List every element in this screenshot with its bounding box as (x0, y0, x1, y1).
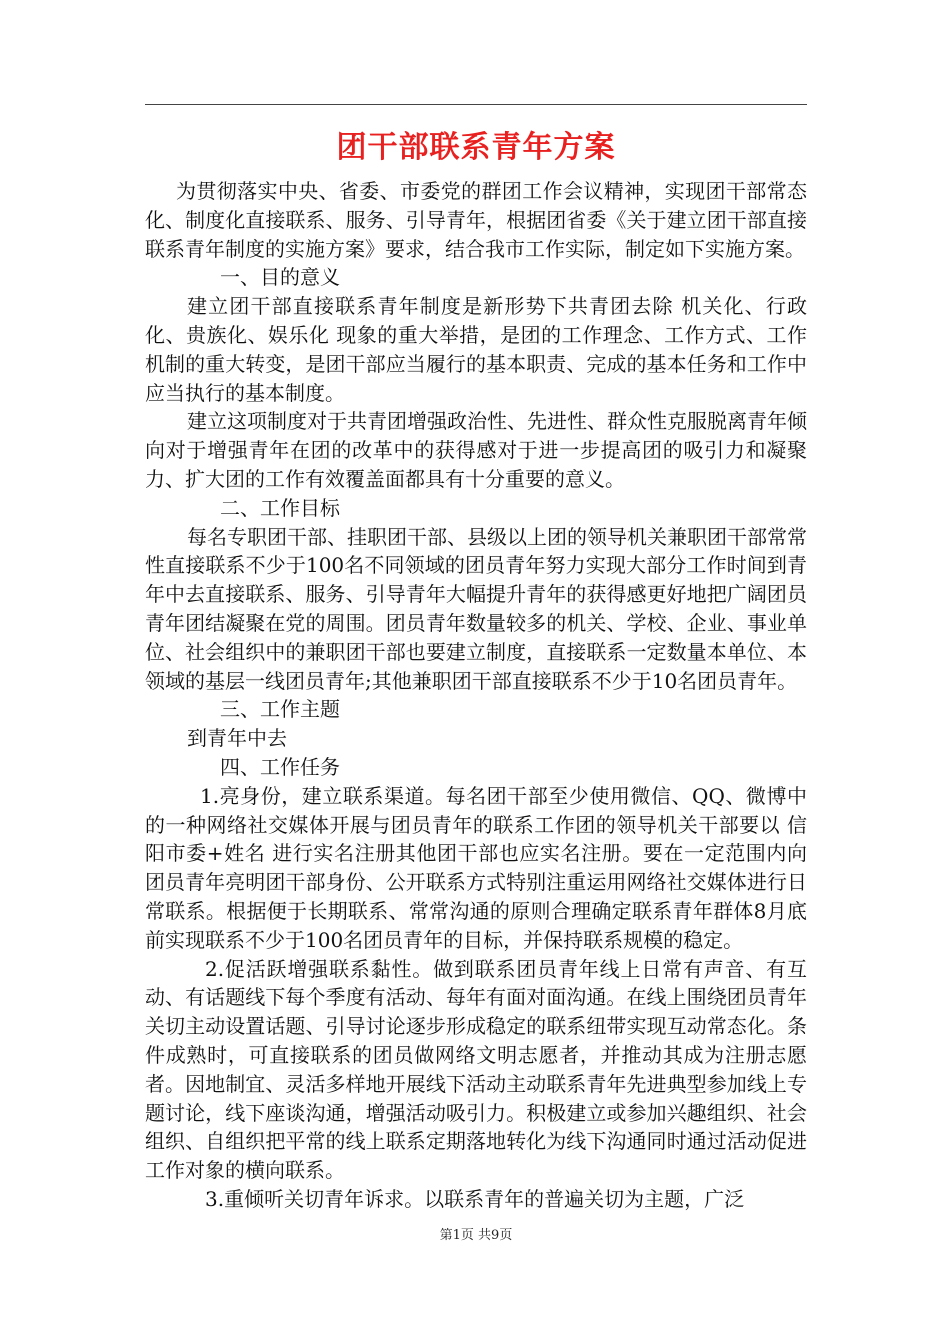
theme-paragraph: 到青年中去 (187, 726, 287, 751)
task-item-3: 3.重倾听关切青年诉求。以联系青年的普遍关切为主题，广泛 (205, 1186, 745, 1211)
section-heading-tasks: 四、工作任务 (220, 754, 340, 779)
purpose-paragraph-2: 建立这项制度对于共青团增强政治性、先进性、群众性克服脱离青年倾向对于增强青年在团的改革中的获得感对于进一步提高团的吸引力和凝聚力、扩大团的工作有效覆盖面都具有十分重要的意义。 (145, 409, 807, 491)
document-body (145, 177, 807, 1214)
section-heading-goals: 二、工作目标 (220, 495, 340, 520)
section-heading-theme: 三、工作主题 (220, 697, 340, 722)
task-item-2: 2.促活跃增强联系黏性。做到联系团员青年线上日常有声音、有互动、有话题线下每个季度有活动、每年有面对面沟通。在线上围绕团员青年关切主动设置话题、引导讨论逐步形成稳定的联系纽带实现互动常态化。条件成熟时，可直接联系的团员做网络文明志愿者，并推动其成为注册志愿者。因地制宜、灵活多样地开展线下活动主动联系青年先进典型参加线上专题讨论，线下座谈沟通，增强活动吸引力。积极建立或参加兴趣组织、社会组织、自组织把平常的线上联系定期落地转化为线下沟通同时通过活动促进工作对象的横向联系。 (145, 956, 807, 1183)
task-item-1: 1.亮身份，建立联系渠道。每名团干部至少使用微信、QQ、微博中的一种网络社交媒体开展与团员青年的联系工作团的领导机关干部要以 信阳市委+姓名 进行实名注册其他团干部也应实名注册。要在一定范围内向团员青年亮明团干部身份、公开联系方式特别注重运用网络社交媒体进行日常联系。根据便于长期联系、常常沟通的原则合理确定联系青年群体8月底前实现联系不少于100名团员青年的目标，并保持联系规模的稳定。 (145, 783, 807, 952)
purpose-paragraph-1: 建立团干部直接联系青年制度是新形势下共青团去除 机关化、行政化、贵族化、娱乐化 现象的重大举措，是团的工作理念、工作方式、工作机制的重大转变，是团干部应当履行的基本职责、完成的基本任务和工作中应当执行的基本制度。 (145, 294, 807, 405)
goals-paragraph: 每名专职团干部、挂职团干部、县级以上团的领导机关兼职团干部常常性直接联系不少于100名不同领域的团员青年努力实现大部分工作时间到青年中去直接联系、服务、引导青年大幅提升青年的获得感更好地把广阔团员青年团结凝聚在党的周围。团员青年数量较多的机关、学校、企业、事业单位、社会组织中的兼职团干部也要建立制度，直接联系一定数量本单位、本领域的基层一线团员青年;其他兼职团干部直接联系不少于10名团员青年。 (145, 524, 807, 693)
section-heading-purpose: 一、目的意义 (220, 265, 340, 290)
header-rule (145, 104, 807, 105)
page-number-footer: 第1页 共9页 (439, 1228, 513, 1243)
intro-paragraph: 为贯彻落实中央、省委、市委党的群团工作会议精神，实现团干部常态化、制度化直接联系、服务、引导青年，根据团省委《关于建立团干部直接联系青年制度的实施方案》要求，结合我市工作实际，制定如下实施方案。 (145, 179, 807, 261)
document-title: 团干部联系青年方案 (336, 130, 616, 165)
